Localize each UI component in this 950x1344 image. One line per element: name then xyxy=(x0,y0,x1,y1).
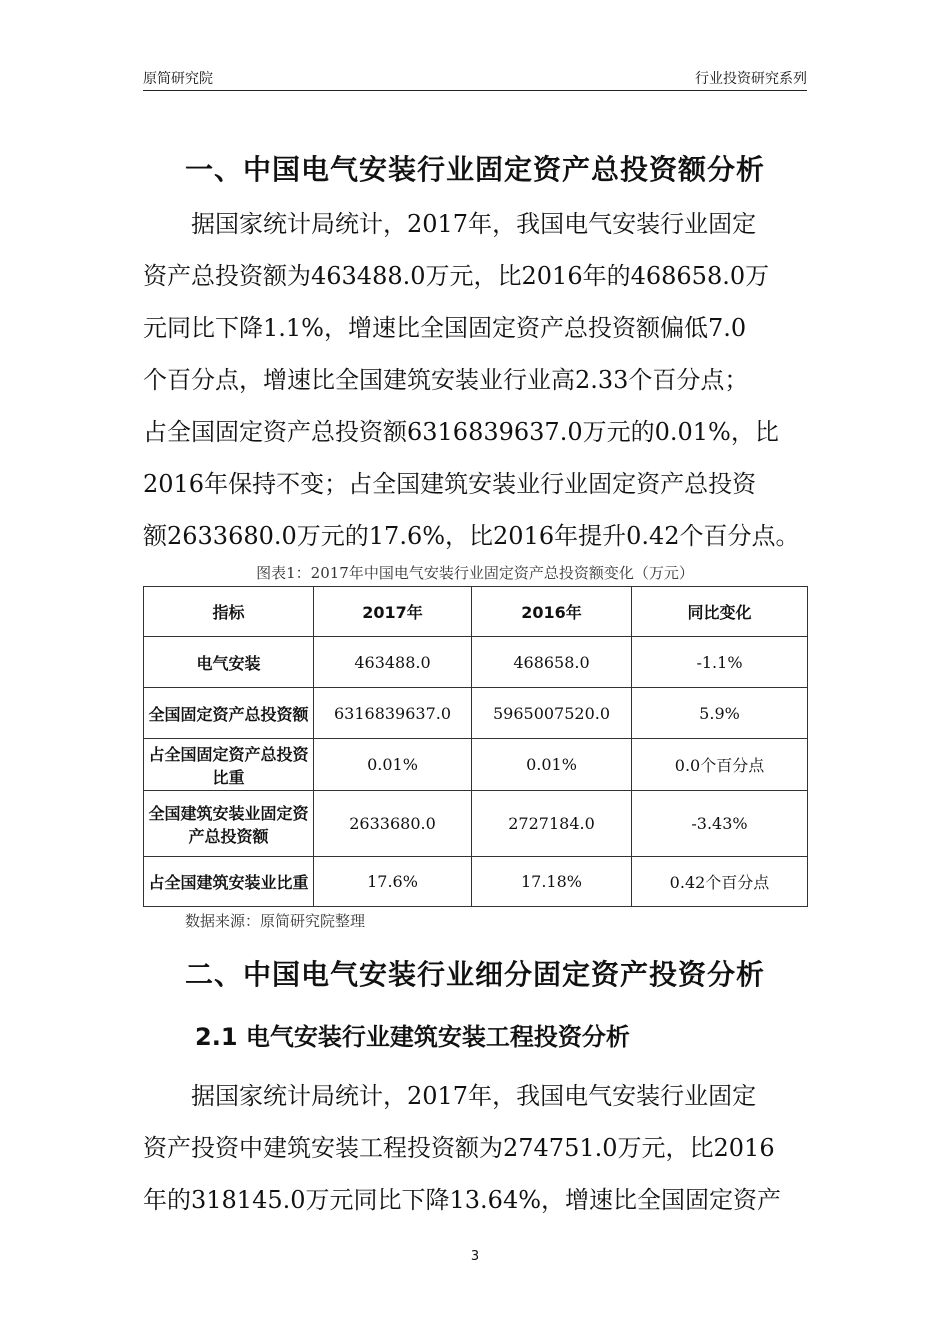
table-cell: 463488.0 xyxy=(314,637,472,688)
section2-paragraph xyxy=(143,1070,808,1226)
table-cell: 468658.0 xyxy=(472,637,632,688)
table-cell: 0.01% xyxy=(314,739,472,791)
table-cell: 0.01% xyxy=(472,739,632,791)
table-cell: 17.18% xyxy=(472,857,632,907)
table-cell: 2727184.0 xyxy=(472,791,632,857)
paragraph-line: 个百分点，增速比全国建筑安装业行业高2.33个百分点； xyxy=(143,366,749,394)
table-cell: 6316839637.0 xyxy=(314,688,472,739)
paragraph-line: 额2633680.0万元的17.6%，比2016年提升0.42个百分点。 xyxy=(143,522,800,550)
investment-table xyxy=(143,586,808,907)
section2-subtitle: 2.1 电气安装行业建筑安装工程投资分析 xyxy=(195,1023,630,1051)
header-org-name: 原简研究院 xyxy=(143,71,213,87)
row-label: 全国建筑安装业固定资产总投资额 xyxy=(144,791,314,857)
table-cell: 5.9% xyxy=(632,688,808,739)
column-header: 同比变化 xyxy=(632,587,808,637)
row-label: 占全国固定资产总投资比重 xyxy=(144,739,314,791)
paragraph-line: 占全国固定资产总投资额6316839637.0万元的0.01%，比 xyxy=(143,418,779,446)
table-cell: -3.43% xyxy=(632,791,808,857)
section1-paragraph xyxy=(143,198,808,562)
table-cell: -1.1% xyxy=(632,637,808,688)
header-series-name: 行业投资研究系列 xyxy=(695,71,807,87)
table-cell: 0.0个百分点 xyxy=(632,739,808,791)
page-header xyxy=(143,64,807,91)
paragraph-line: 资产总投资额为463488.0万元，比2016年的468658.0万 xyxy=(143,262,770,290)
table-cell: 0.42个百分点 xyxy=(632,857,808,907)
paragraph-line: 资产投资中建筑安装工程投资额为274751.0万元，比2016 xyxy=(143,1134,775,1162)
data-source-note: 数据来源：原简研究院整理 xyxy=(185,912,366,930)
paragraph-line: 据国家统计局统计，2017年，我国电气安装行业固定 xyxy=(143,1082,757,1110)
row-label: 全国固定资产总投资额 xyxy=(144,688,314,739)
section1-title: 一、中国电气安装行业固定资产总投资额分析 xyxy=(184,153,765,186)
row-label: 电气安装 xyxy=(144,637,314,688)
page-number: 3 xyxy=(470,1249,480,1264)
paragraph-line: 据国家统计局统计，2017年，我国电气安装行业固定 xyxy=(143,210,757,238)
table-row xyxy=(144,637,808,688)
paragraph-line: 年的318145.0万元同比下降13.64%，增速比全国固定资产 xyxy=(143,1186,782,1214)
table-row xyxy=(144,688,808,739)
table-row xyxy=(144,739,808,791)
section2-title: 二、中国电气安装行业细分固定资产投资分析 xyxy=(184,958,765,991)
column-header: 2016年 xyxy=(472,587,632,637)
table-header-row xyxy=(144,587,808,637)
table-caption: 图表1：2017年中国电气安装行业固定资产总投资额变化（万元） xyxy=(256,564,694,582)
table-cell: 17.6% xyxy=(314,857,472,907)
column-header: 指标 xyxy=(144,587,314,637)
paragraph-line: 元同比下降1.1%，增速比全国固定资产总投资额偏低7.0 xyxy=(143,314,747,342)
column-header: 2017年 xyxy=(314,587,472,637)
table-cell: 2633680.0 xyxy=(314,791,472,857)
table-cell: 5965007520.0 xyxy=(472,688,632,739)
table-row xyxy=(144,857,808,907)
row-label: 占全国建筑安装业比重 xyxy=(144,857,314,907)
table-row xyxy=(144,791,808,857)
paragraph-line: 2016年保持不变；占全国建筑安装业行业固定资产总投资 xyxy=(143,470,757,498)
